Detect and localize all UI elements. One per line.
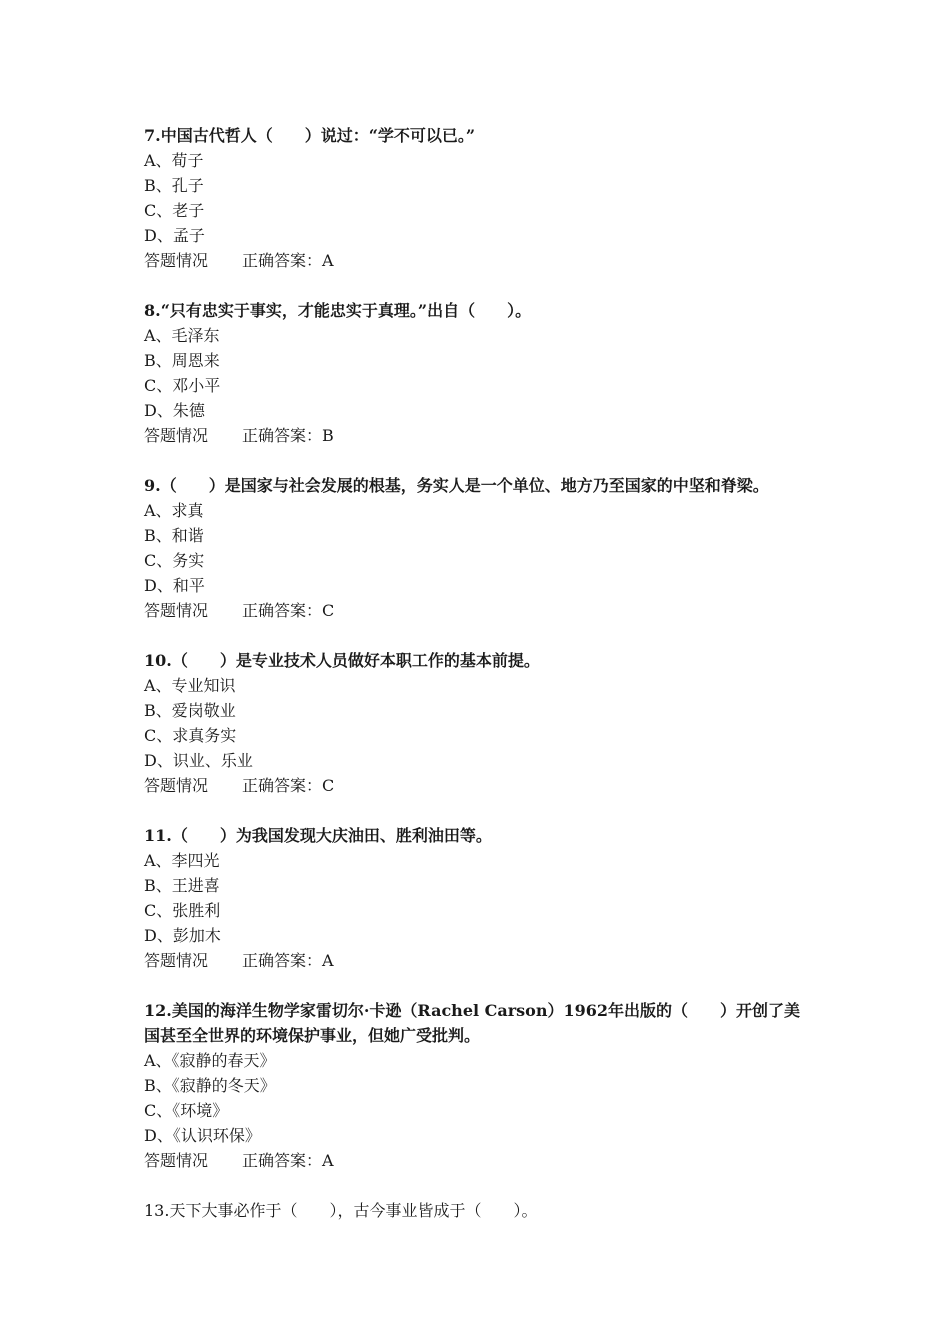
question-list: [144, 123, 814, 1248]
answer-line: [144, 948, 814, 973]
answer-line: [144, 773, 814, 798]
answer-option: D、彭加木: [144, 926, 221, 945]
correct-answer: 正确答案：A: [242, 251, 334, 270]
answer-option: A、荀子: [144, 151, 204, 170]
answer-line: [144, 1148, 814, 1173]
answer-option: D、识业、乐业: [144, 751, 253, 770]
answer-status-label: 答题情况: [144, 426, 209, 445]
question-title: 11.（ ）为我国发现大庆油田、胜利油田等。: [144, 826, 492, 845]
question-title: 9.（ ）是国家与社会发展的根基，务实人是一个单位、地方乃至国家的中坚和脊梁。: [144, 476, 769, 495]
question-title: 8.“只有忠实于事实，才能忠实于真理。”出自（ ）。: [144, 301, 532, 320]
question-block: [144, 473, 814, 623]
answer-option: C、张胜利: [144, 901, 221, 920]
question-block: [144, 998, 814, 1173]
correct-answer: 正确答案：C: [242, 776, 335, 795]
correct-answer: 正确答案：C: [242, 601, 335, 620]
question-title: 7.中国古代哲人（ ）说过：“学不可以已。”: [144, 126, 476, 145]
correct-answer: 正确答案：B: [242, 426, 334, 445]
answer-option: D、朱德: [144, 401, 205, 420]
question-block: [144, 298, 814, 448]
answer-option: D、《认识环保》: [144, 1126, 261, 1145]
answer-option: D、孟子: [144, 226, 205, 245]
answer-status-label: 答题情况: [144, 776, 209, 795]
answer-line: [144, 248, 814, 273]
answer-option: B、王进喜: [144, 876, 220, 895]
question-title: 13.天下大事必作于（ ），古今事业皆成于（ ）。: [144, 1201, 538, 1220]
answer-option: A、求真: [144, 501, 204, 520]
answer-line: [144, 598, 814, 623]
answer-option: B、周恩来: [144, 351, 220, 370]
question-title: 12.美国的海洋生物学家雷切尔·卡逊（Rachel Carson）1962年出版的（ ）开创了美国甚至全世界的环境保护事业，但她广受批判。: [144, 1001, 801, 1045]
answer-status-label: 答题情况: [144, 1151, 209, 1170]
answer-option: A、《寂静的春天》: [144, 1051, 276, 1070]
answer-option: C、邓小平: [144, 376, 221, 395]
question-block: [144, 648, 814, 798]
answer-option: B、爱岗敬业: [144, 701, 236, 720]
answer-line: [144, 423, 814, 448]
answer-option: C、《环境》: [144, 1101, 229, 1120]
answer-option: B、和谐: [144, 526, 204, 545]
answer-option: B、孔子: [144, 176, 204, 195]
correct-answer: 正确答案：A: [242, 951, 334, 970]
answer-option: C、求真务实: [144, 726, 237, 745]
answer-option: C、老子: [144, 201, 205, 220]
answer-option: A、李四光: [144, 851, 220, 870]
answer-option: C、务实: [144, 551, 205, 570]
question-title: 10.（ ）是专业技术人员做好本职工作的基本前提。: [144, 651, 540, 670]
question-block: [144, 123, 814, 273]
answer-option: B、《寂静的冬天》: [144, 1076, 276, 1095]
answer-option: D、和平: [144, 576, 205, 595]
answer-status-label: 答题情况: [144, 251, 209, 270]
question-block: [144, 1198, 814, 1223]
answer-option: A、专业知识: [144, 676, 236, 695]
answer-status-label: 答题情况: [144, 951, 209, 970]
answer-option: A、毛泽东: [144, 326, 220, 345]
correct-answer: 正确答案：A: [242, 1151, 334, 1170]
answer-status-label: 答题情况: [144, 601, 209, 620]
question-block: [144, 823, 814, 973]
